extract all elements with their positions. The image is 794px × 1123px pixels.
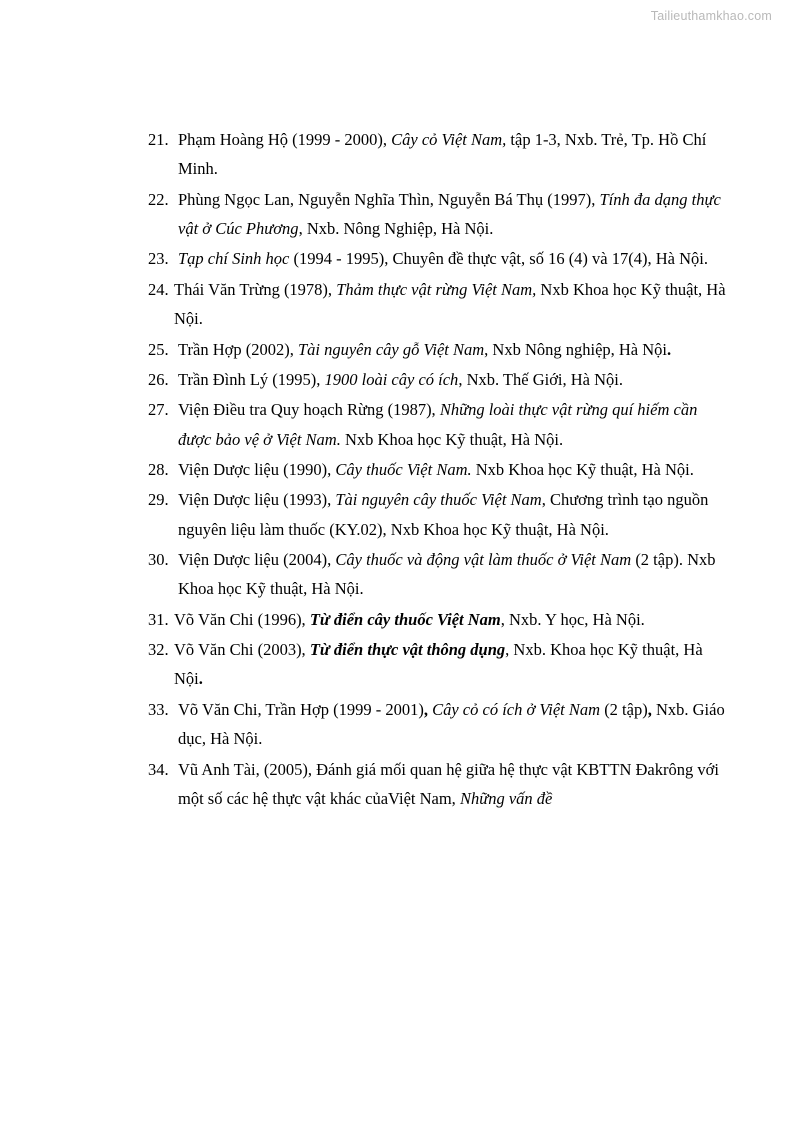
reference-segment: Vũ Anh Tài, (2005), Đánh giá mối quan hệ giữa hệ thực vật KBTTN Đakrông với một số các hệ thực vật khác củaViệt Nam, [178,759,719,808]
reference-text [178,485,728,544]
reference-segment: (1994 - 1995), Chuyên đề thực vật, số 16 (4) và 17(4), Hà Nội. [289,249,708,269]
reference-segment: Viện Dược liệu (1993), [178,490,336,510]
reference-segment: Viện Dược liệu (1990), [178,459,336,479]
reference-segment: Viện Dược liệu (2004), [178,550,336,570]
reference-segment: Cây cỏ có ích ở Việt Nam [432,699,601,719]
reference-segment: Viện Điều tra Quy hoạch Rừng (1987), [178,400,440,420]
reference-entry [148,485,728,544]
reference-segment: Cây thuốc và động vật làm thuốc ở Việt Nam [335,550,632,570]
reference-number: 27. [148,400,169,420]
watermark-text: Tailieuthamkhao.com [650,9,772,23]
reference-number: 26. [148,369,169,389]
reference-entry [148,125,728,184]
reference-text [178,695,728,754]
reference-number: 31. [148,609,169,629]
reference-segment: Tài nguyên cây gỗ Việt Nam [297,339,485,359]
reference-number: 21. [148,130,169,149]
reference-segment: tập 1-3, Nxb. Trẻ, Tp. Hồ Chí Minh. [178,130,707,179]
reference-segment: Võ Văn Chi (1996), [174,609,310,629]
reference-list [148,125,728,814]
reference-text [174,275,728,334]
reference-segment: (2 tập). Nxb Khoa học Kỹ thuật, Hà Nội. [178,550,716,599]
reference-number: 34. [148,759,169,779]
reference-segment: , Nxb. Thế Giới, Hà Nội. [458,369,624,389]
reference-text [178,335,728,364]
reference-segment: 1900 loài cây có ích [324,369,459,389]
reference-segment: Nxb Khoa học Kỹ thuật, Hà Nội. [471,459,694,479]
reference-text [174,605,728,634]
reference-entry [148,755,728,814]
reference-segment: Võ Văn Chi, Trần Hợp (1999 - 2001) [178,699,424,719]
reference-number: 24. [148,279,169,299]
reference-segment: Nxb Khoa học Kỹ thuật, Hà Nội. [340,429,564,449]
reference-number: 32. [148,640,169,660]
reference-segment: Nxb Khoa học Kỹ thuật, Hà Nội. [174,279,726,329]
reference-entry [148,395,728,454]
reference-segment: Trần Đình Lý (1995), [178,369,325,389]
reference-segment: Những loài thực vật rừng quí hiếm cần được bảo vệ ở Việt Nam. [178,400,698,449]
reference-text [178,365,728,394]
reference-number: 30. [148,550,169,570]
reference-number: 28. [148,459,169,479]
reference-segment: , Chương trình tạo nguồn nguyên liệu làm thuốc (KY.02), Nxb Khoa học Kỹ thuật, Hà Nội. [178,490,709,539]
reference-text [178,545,728,604]
reference-segment: , Nxb Nông nghiệp, Hà Nội [484,339,668,359]
reference-text [178,185,728,244]
reference-segment: Cây cỏ Việt Nam, [391,130,507,149]
reference-segment: , [423,699,433,719]
reference-number: 29. [148,490,169,510]
reference-number: 23. [148,249,169,269]
reference-text [178,125,728,184]
reference-segment: , [647,699,656,719]
reference-segment: Từ điển thực vật thông dụng [309,640,506,660]
reference-text [178,395,728,454]
reference-entry [148,455,728,484]
reference-segment: (2 tập) [600,699,648,719]
reference-segment: Cây thuốc Việt Nam. [335,459,472,479]
reference-segment: . [198,669,203,689]
reference-entry [148,244,728,273]
reference-segment: Võ Văn Chi (2003), [174,640,310,660]
reference-segment: . [667,339,672,359]
reference-number: 22. [148,189,169,209]
reference-number: 33. [148,699,169,719]
reference-number: 25. [148,339,169,359]
reference-entry [148,545,728,604]
reference-segment: Thảm thực vật rừng Việt Nam, [336,279,537,299]
reference-segment: Nxb. Giáo dục, Hà Nội. [178,699,725,749]
reference-segment: , Nxb. Nông Nghiệp, Hà Nội. [298,219,494,239]
reference-entry [148,365,728,394]
reference-text [174,635,728,694]
reference-entry [148,695,728,754]
reference-segment: Thái Văn Trừng (1978), [174,279,337,299]
reference-segment: Những vấn đề [459,788,553,808]
reference-text [178,455,728,484]
reference-text [178,755,728,814]
reference-segment: Phùng Ngọc Lan, Nguyễn Nghĩa Thìn, Nguyễn Bá Thụ (1997), [178,189,600,209]
reference-segment: Phạm Hoàng Hộ (1999 - 2000), [178,130,392,149]
reference-segment: , Nxb. Y học, Hà Nội. [500,609,645,629]
reference-entry [148,335,728,364]
reference-segment: Trần Hợp (2002), [178,339,298,359]
reference-entry [148,635,728,694]
reference-segment: Tài nguyên cây thuốc Việt Nam [335,490,542,510]
reference-entry [148,275,728,334]
reference-segment: , Nxb. Khoa học Kỹ thuật, Hà Nội [174,640,703,689]
reference-segment: Từ điển cây thuốc Việt Nam [309,609,501,629]
reference-entry [148,605,728,634]
reference-text [178,244,728,273]
reference-segment: Tạp chí Sinh học [178,249,290,269]
reference-segment: Tính đa dạng thực vật ở Cúc Phương [178,189,721,239]
reference-entry [148,185,728,244]
